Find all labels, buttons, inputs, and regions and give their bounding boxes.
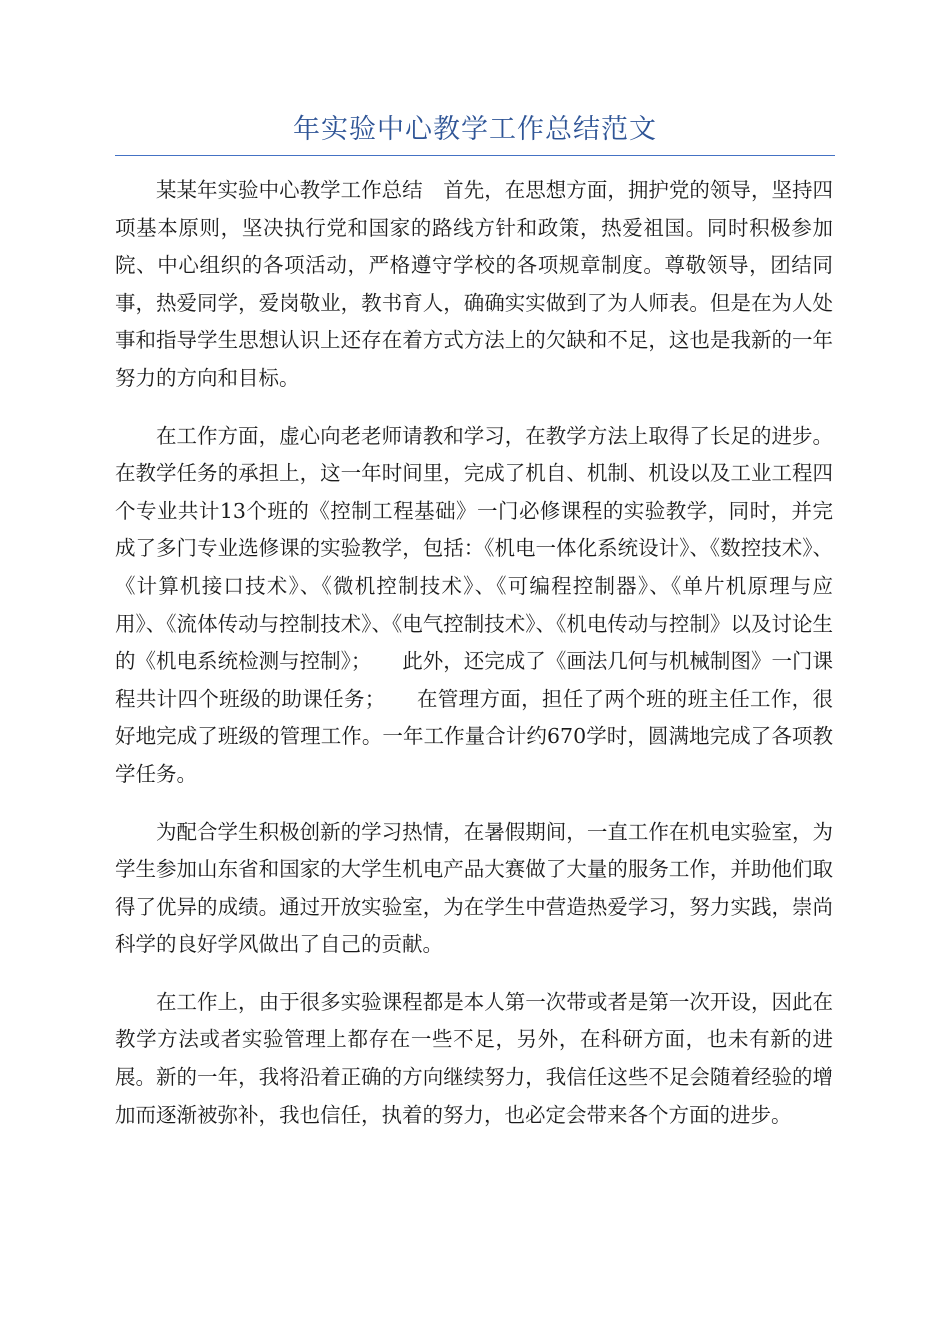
title-underline (115, 155, 835, 156)
paragraph-3: 为配合学生积极创新的学习热情，在暑假期间，一直工作在机电实验室，为学生参加山东省和国家的大学生机电产品大赛做了大量的服务工作，并助他们取得了优异的成绩。通过开放实验室，为在学生中营造热爱学习，努力实践，崇尚科学的良好学风做出了自己的贡献。 (115, 819, 833, 957)
document-body (115, 172, 833, 1154)
paragraph-2: 在工作方面，虚心向老老师请教和学习，在教学方法上取得了长足的进步。在教学任务的承担上，这一年时间里，完成了机自、机制、机设以及工业工程四个专业共计13个班的《控制工程基础》一门必修课程的实验教学，同时，并完成了多门专业选修课的实验教学，包括：《机电一体化系统设计》、《数控技术》、《计算机接口技术》、《微机控制技术》、《可编程控制器》、《单片机原理与应用》、《流体传动与控制技术》、《电气控制技术》、《机电传动与控制》以及讨论生的《机电系统检测与控制》； 此外，还完成了《画法几何与机械制图》一门课程共计四个班级的助课任务； 在管理方面，担任了两个班的班主任工作，很好地完成了班级的管理工作。一年工作量合计约670学时，圆满地完成了各项教学任务。 (115, 423, 833, 786)
paragraph-4: 在工作上，由于很多实验课程都是本人第一次带或者是第一次开设，因此在教学方法或者实验管理上都存在一些不足，另外，在科研方面，也未有新的进展。新的一年，我将沿着正确的方向继续努力，我信任这些不足会随着经验的增加而逐渐被弥补，我也信任，执着的努力，也必定会带来各个方面的进步。 (115, 989, 833, 1127)
document-title: 年实验中心教学工作总结范文 (293, 114, 657, 145)
paragraph-1: 某某年实验中心教学工作总结 首先，在思想方面，拥护党的领导，坚持四项基本原则，坚决执行党和国家的路线方针和政策，热爱祖国。同时积极参加院、中心组织的各项活动，严格遵守学校的各项规章制度。尊敬领导，团结同事，热爱同学，爱岗敬业，教书育人，确确实实做到了为人师表。但是在为人处事和指导学生思想认识上还存在着方式方法上的欠缺和不足，这也是我新的一年努力的方向和目标。 (115, 178, 833, 390)
